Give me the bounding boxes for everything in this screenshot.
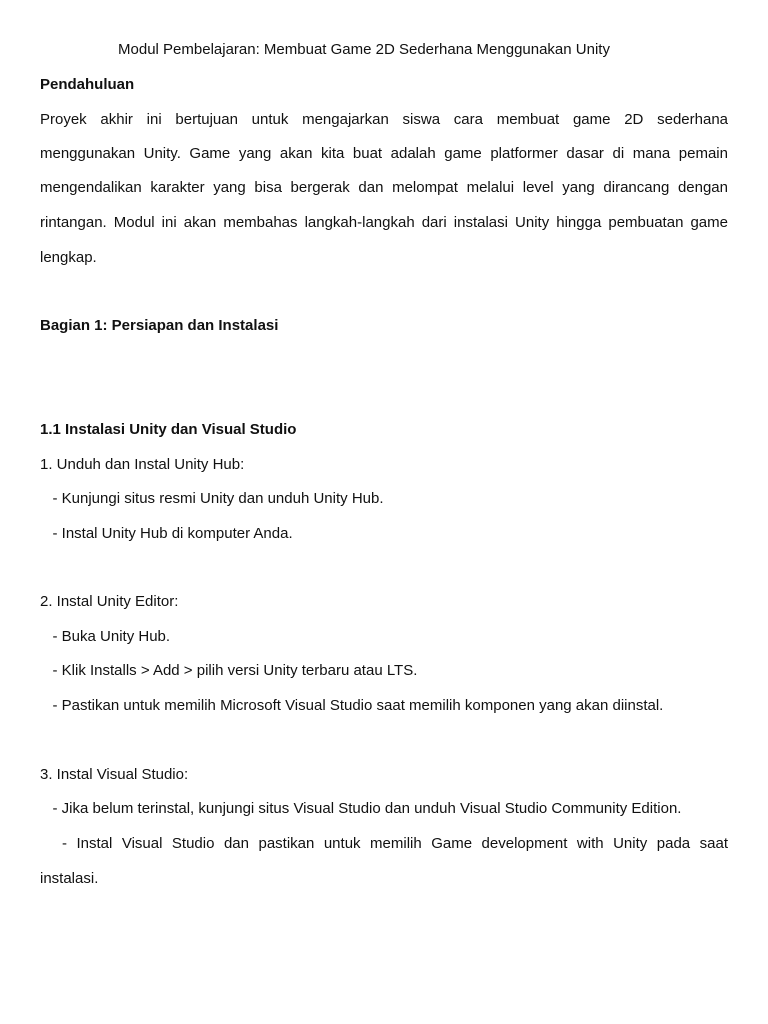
intro-paragraph-line: rintangan. Modul ini akan membahas langkah-langkah dari instalasi Unity hingga pembuatan game (40, 214, 728, 231)
step3-title: 3. Instal Visual Studio: (40, 766, 189, 783)
step2-title: 2. Instal Unity Editor: (40, 593, 179, 610)
part1-heading: Bagian 1: Persiapan dan Instalasi (40, 317, 279, 334)
intro-paragraph-line: mengendalikan karakter yang bisa bergerak dan melompat melalui level yang dirancang dengan (40, 179, 728, 196)
document-title: Modul Pembelajaran: Membuat Game 2D Sederhana Menggunakan Unity (118, 41, 610, 58)
section-1-1-heading: 1.1 Instalasi Unity dan Visual Studio (40, 421, 297, 438)
step1-bullet: - Kunjungi situs resmi Unity dan unduh Unity Hub. (40, 490, 384, 507)
step3-bullet-continuation: instalasi. (40, 870, 99, 887)
step1-title: 1. Unduh dan Instal Unity Hub: (40, 456, 245, 473)
step3-bullet: - Jika belum terinstal, kunjungi situs Visual Studio dan unduh Visual Studio Community Edition. (40, 800, 682, 817)
intro-paragraph-line: Proyek akhir ini bertujuan untuk mengajarkan siswa cara membuat game 2D sederhana (40, 111, 728, 128)
step2-bullet: - Pastikan untuk memilih Microsoft Visual Studio saat memilih komponen yang akan diinstal. (40, 697, 664, 714)
intro-paragraph-line: menggunakan Unity. Game yang akan kita buat adalah game platformer dasar di mana pemain (40, 145, 728, 162)
step2-bullet: - Klik Installs > Add > pilih versi Unity terbaru atau LTS. (40, 662, 418, 679)
step3-bullet: - Instal Visual Studio dan pastikan untuk memilih Game development with Unity pada saat (62, 835, 728, 852)
step1-bullet: - Instal Unity Hub di komputer Anda. (40, 525, 293, 542)
intro-paragraph-line: lengkap. (40, 249, 97, 266)
intro-heading: Pendahuluan (40, 76, 135, 93)
step2-bullet: - Buka Unity Hub. (40, 628, 171, 645)
